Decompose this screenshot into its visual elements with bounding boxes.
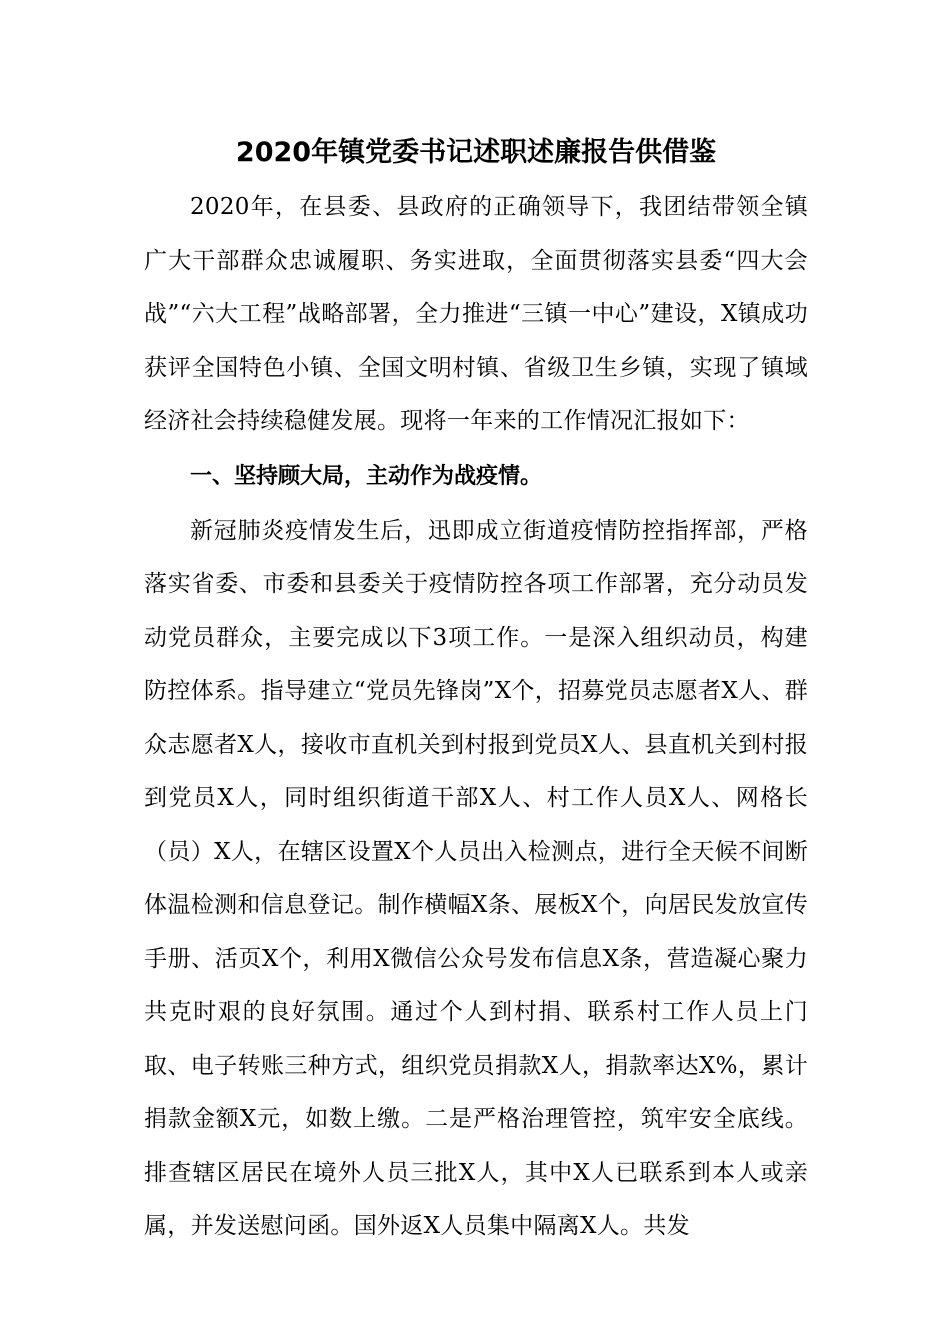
section-paragraph: 新冠肺炎疫情发生后，迅即成立街道疫情防控指挥部，严格落实省委、市委和县委关于疫情防控各项工作部署，充分动员发动党员群众，主要完成以下3项工作。一是深入组织动员，构建防控体系。指导建立“党员先锋岗”X个，招募党员志愿者X人、群众志愿者X人，接收市直机关到村报到党员X人、县直机关到村报到党员X人，同时组织街道干部X人、村工作人员X人、网格长（员）X人，在辖区设置X个人员出入检测点，进行全天候不间断体温检测和信息登记。制作横幅X条、展板X个，向居民发放宣传手册、活页X个，利用X微信公众号发布信息X条，营造凝心聚力共克时艰的良好氛围。通过个人到村捐、联系村工作人员上门取、电子转账三种方式，组织党员捐款X人，捐款率达X%，累计捐款金额X元，如数上缴。二是严格治理管控，筑牢安全底线。排查辖区居民在境外人员三批X人，其中X人已联系到本人或亲属，并发送慰问函。国外返X人员集中隔离X人。共发 [144, 517, 808, 1239]
section-heading: 一、坚持顾大局，主动作为战疫情。 [190, 463, 543, 489]
document-page [144, 128, 808, 1254]
document-title: 2020年镇党委书记述职述廉报告供借鉴 [235, 137, 717, 168]
intro-paragraph: 2020年，在县委、县政府的正确领导下，我团结带领全镇广大干部群众忠诚履职、务实进取，全面贯彻落实县委“四大会战”“六大工程”战略部署，全力推进“三镇一中心”建设，X镇成功获评全国特色小镇、全国文明村镇、省级卫生乡镇，实现了镇域经济社会持续稳健发展。现将一年来的工作情况汇报如下： [144, 194, 808, 434]
